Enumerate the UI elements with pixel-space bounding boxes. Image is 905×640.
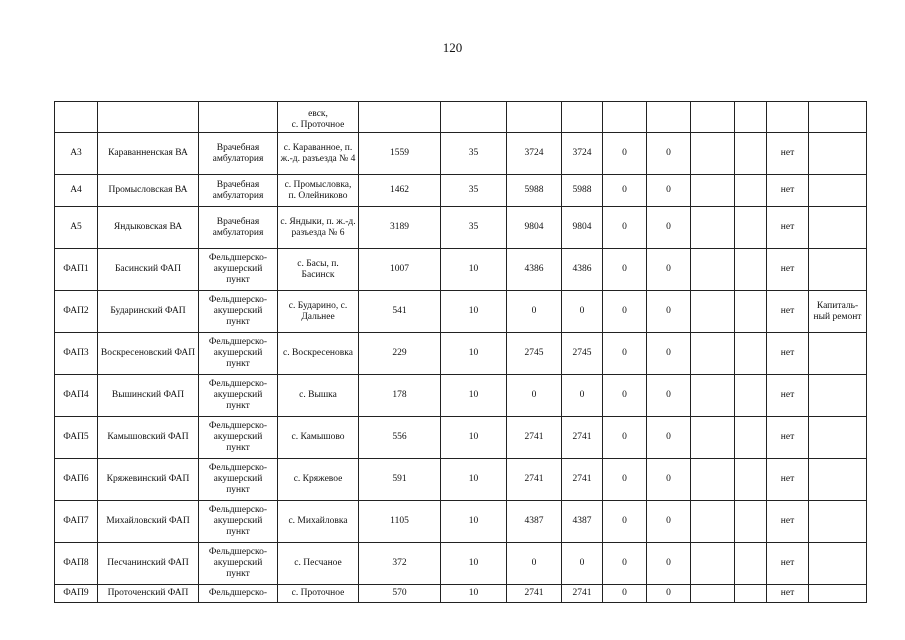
table-body [55, 102, 867, 603]
continuation-cell [359, 102, 441, 133]
note-cell [809, 207, 867, 249]
facility-type: Фельдшерско-акушерский пункт [199, 543, 278, 585]
note-cell: Капиталь-ный ремонт [809, 291, 867, 333]
note-cell [809, 133, 867, 175]
population-value: 556 [359, 417, 441, 459]
value-8 [735, 333, 767, 375]
value-6: 0 [647, 459, 691, 501]
value-5: 0 [603, 501, 647, 543]
value-4: 4386 [562, 249, 603, 291]
value-8 [735, 249, 767, 291]
norm-value: 35 [441, 175, 507, 207]
status-cell: нет [767, 375, 809, 417]
value-4: 5988 [562, 175, 603, 207]
table-row [55, 333, 867, 375]
continuation-cell [199, 102, 278, 133]
facility-name: Яндыковская ВА [98, 207, 199, 249]
value-4: 2741 [562, 459, 603, 501]
value-3: 0 [507, 291, 562, 333]
facility-type: Фельдшерско-акушерский пункт [199, 417, 278, 459]
value-3: 0 [507, 375, 562, 417]
served-settlements: с. Воскресеновка [278, 333, 359, 375]
facility-name: Камышовский ФАП [98, 417, 199, 459]
facility-type: Фельдшерско-акушерский пункт [199, 501, 278, 543]
value-3: 2741 [507, 585, 562, 603]
population-value: 1105 [359, 501, 441, 543]
table-row [55, 543, 867, 585]
status-cell: нет [767, 291, 809, 333]
served-settlements: с. Промысловка, п. Олейниково [278, 175, 359, 207]
population-value: 1462 [359, 175, 441, 207]
value-3: 2745 [507, 333, 562, 375]
status-cell: нет [767, 501, 809, 543]
facility-code: ФАП4 [55, 375, 98, 417]
population-value: 229 [359, 333, 441, 375]
table-row [55, 133, 867, 175]
value-5: 0 [603, 133, 647, 175]
continuation-cell [767, 102, 809, 133]
facility-type: Фельдшерско-акушерский пункт [199, 375, 278, 417]
value-7 [691, 249, 735, 291]
norm-value: 10 [441, 291, 507, 333]
population-value: 3189 [359, 207, 441, 249]
value-8 [735, 501, 767, 543]
facility-code: ФАП2 [55, 291, 98, 333]
value-4: 3724 [562, 133, 603, 175]
value-7 [691, 585, 735, 603]
status-cell: нет [767, 133, 809, 175]
facility-code: А3 [55, 133, 98, 175]
value-4: 0 [562, 375, 603, 417]
value-4: 2741 [562, 417, 603, 459]
status-cell: нет [767, 459, 809, 501]
continuation-cell [55, 102, 98, 133]
continuation-cell [507, 102, 562, 133]
note-cell [809, 333, 867, 375]
value-6: 0 [647, 133, 691, 175]
facility-code: ФАП9 [55, 585, 98, 603]
value-5: 0 [603, 207, 647, 249]
table-row [55, 417, 867, 459]
value-3: 4387 [507, 501, 562, 543]
facility-code: ФАП3 [55, 333, 98, 375]
value-7 [691, 543, 735, 585]
value-5: 0 [603, 175, 647, 207]
continuation-cell [98, 102, 199, 133]
note-cell [809, 459, 867, 501]
continuation-cell [647, 102, 691, 133]
facility-name: Проточенский ФАП [98, 585, 199, 603]
value-5: 0 [603, 585, 647, 603]
value-7 [691, 175, 735, 207]
value-7 [691, 291, 735, 333]
facility-code: А4 [55, 175, 98, 207]
continuation-cell [809, 102, 867, 133]
value-5: 0 [603, 543, 647, 585]
value-6: 0 [647, 291, 691, 333]
value-5: 0 [603, 375, 647, 417]
value-8 [735, 375, 767, 417]
facility-type: Фельдшерско-акушерский пункт [199, 333, 278, 375]
status-cell: нет [767, 333, 809, 375]
population-value: 570 [359, 585, 441, 603]
facility-name: Воскресеновский ФАП [98, 333, 199, 375]
continuation-row [55, 102, 867, 133]
facility-name: Песчанинский ФАП [98, 543, 199, 585]
population-value: 1559 [359, 133, 441, 175]
note-cell [809, 249, 867, 291]
value-3: 2741 [507, 417, 562, 459]
status-cell: нет [767, 417, 809, 459]
facility-code: А5 [55, 207, 98, 249]
population-value: 178 [359, 375, 441, 417]
population-value: 541 [359, 291, 441, 333]
facility-name: Промысловская ВА [98, 175, 199, 207]
value-7 [691, 417, 735, 459]
continuation-cell: евск, с. Проточное [278, 102, 359, 133]
continuation-cell [562, 102, 603, 133]
norm-value: 10 [441, 459, 507, 501]
table-row [55, 207, 867, 249]
facility-code: ФАП5 [55, 417, 98, 459]
value-8 [735, 175, 767, 207]
value-4: 9804 [562, 207, 603, 249]
value-8 [735, 291, 767, 333]
facility-name: Вышинский ФАП [98, 375, 199, 417]
value-6: 0 [647, 333, 691, 375]
norm-value: 10 [441, 333, 507, 375]
facility-code: ФАП1 [55, 249, 98, 291]
value-6: 0 [647, 249, 691, 291]
value-4: 2745 [562, 333, 603, 375]
value-8 [735, 459, 767, 501]
served-settlements: с. Кряжевое [278, 459, 359, 501]
facility-name: Михайловский ФАП [98, 501, 199, 543]
population-value: 1007 [359, 249, 441, 291]
note-cell [809, 375, 867, 417]
served-settlements: с. Басы, п. Басинск [278, 249, 359, 291]
value-4: 4387 [562, 501, 603, 543]
page-number: 120 [442, 40, 463, 55]
value-7 [691, 133, 735, 175]
served-settlements: с. Проточное [278, 585, 359, 603]
value-8 [735, 585, 767, 603]
norm-value: 10 [441, 501, 507, 543]
facility-type: Врачебная амбулатория [199, 175, 278, 207]
status-cell: нет [767, 249, 809, 291]
facilities-table [54, 101, 867, 603]
served-settlements: с. Михайловка [278, 501, 359, 543]
value-7 [691, 375, 735, 417]
continuation-cell [691, 102, 735, 133]
value-6: 0 [647, 501, 691, 543]
status-cell: нет [767, 207, 809, 249]
value-6: 0 [647, 417, 691, 459]
value-5: 0 [603, 333, 647, 375]
value-7 [691, 459, 735, 501]
facility-type: Фельдшерско-акушерский пункт [199, 291, 278, 333]
value-5: 0 [603, 459, 647, 501]
facility-name: Бударинский ФАП [98, 291, 199, 333]
value-3: 5988 [507, 175, 562, 207]
facility-type: Фельдшерско- [199, 585, 278, 603]
continuation-cell [603, 102, 647, 133]
facility-name: Караванненская ВА [98, 133, 199, 175]
value-8 [735, 133, 767, 175]
value-7 [691, 207, 735, 249]
value-4: 0 [562, 543, 603, 585]
facility-type: Фельдшерско-акушерский пункт [199, 249, 278, 291]
population-value: 591 [359, 459, 441, 501]
status-cell: нет [767, 585, 809, 603]
value-6: 0 [647, 585, 691, 603]
table-row [55, 375, 867, 417]
served-settlements: с. Бударино, с. Дальнее [278, 291, 359, 333]
table-row [55, 291, 867, 333]
value-4: 0 [562, 291, 603, 333]
served-settlements: с. Вышка [278, 375, 359, 417]
norm-value: 10 [441, 543, 507, 585]
value-5: 0 [603, 291, 647, 333]
value-6: 0 [647, 207, 691, 249]
served-settlements: с. Яндыки, п. ж.-д. разъезда № 6 [278, 207, 359, 249]
table-row [55, 459, 867, 501]
value-5: 0 [603, 417, 647, 459]
norm-value: 10 [441, 375, 507, 417]
norm-value: 10 [441, 585, 507, 603]
status-cell: нет [767, 175, 809, 207]
served-settlements: с. Караванное, п. ж.-д. разъезда № 4 [278, 133, 359, 175]
norm-value: 35 [441, 133, 507, 175]
table-row [55, 175, 867, 207]
note-cell [809, 501, 867, 543]
table-row [55, 585, 867, 603]
continuation-cell [735, 102, 767, 133]
served-settlements: с. Песчаное [278, 543, 359, 585]
table-row [55, 249, 867, 291]
value-8 [735, 417, 767, 459]
value-3: 0 [507, 543, 562, 585]
population-value: 372 [359, 543, 441, 585]
continuation-cell [441, 102, 507, 133]
note-cell [809, 417, 867, 459]
value-6: 0 [647, 175, 691, 207]
table-row [55, 501, 867, 543]
note-cell [809, 175, 867, 207]
value-3: 9804 [507, 207, 562, 249]
value-6: 0 [647, 543, 691, 585]
value-8 [735, 207, 767, 249]
value-4: 2741 [562, 585, 603, 603]
facility-type: Врачебная амбулатория [199, 207, 278, 249]
served-settlements: с. Камышово [278, 417, 359, 459]
value-7 [691, 501, 735, 543]
note-cell [809, 585, 867, 603]
facility-code: ФАП8 [55, 543, 98, 585]
note-cell [809, 543, 867, 585]
status-cell: нет [767, 543, 809, 585]
value-5: 0 [603, 249, 647, 291]
facility-code: ФАП7 [55, 501, 98, 543]
norm-value: 35 [441, 207, 507, 249]
norm-value: 10 [441, 417, 507, 459]
facility-name: Басинский ФАП [98, 249, 199, 291]
facility-type: Фельдшерско-акушерский пункт [199, 459, 278, 501]
value-3: 4386 [507, 249, 562, 291]
value-3: 3724 [507, 133, 562, 175]
norm-value: 10 [441, 249, 507, 291]
facility-type: Врачебная амбулатория [199, 133, 278, 175]
facility-code: ФАП6 [55, 459, 98, 501]
value-8 [735, 543, 767, 585]
value-3: 2741 [507, 459, 562, 501]
value-6: 0 [647, 375, 691, 417]
facility-name: Кряжевинский ФАП [98, 459, 199, 501]
value-7 [691, 333, 735, 375]
